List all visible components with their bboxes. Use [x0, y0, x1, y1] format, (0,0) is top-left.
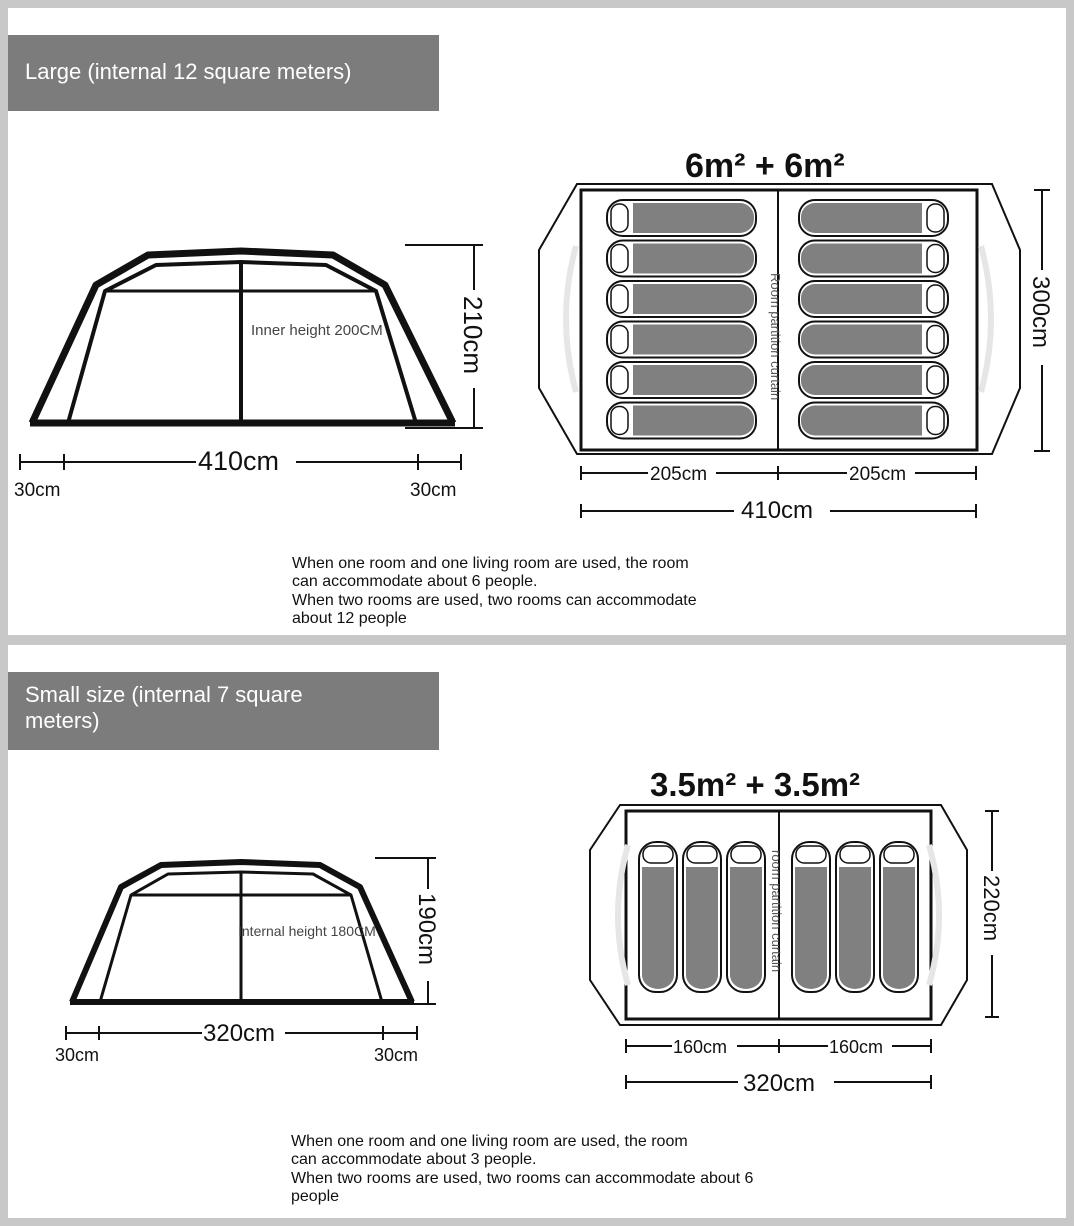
small-depth-label: 220cm [979, 875, 1004, 942]
small-partition-label: room partition curtain [769, 850, 784, 973]
sleeping-bag [799, 200, 948, 236]
large-partition-label: Room partition curtain [768, 273, 783, 401]
small-room-right-label: 160cm [829, 1037, 884, 1057]
sleeping-bag [799, 403, 948, 439]
sleeping-bag [607, 362, 756, 398]
small-margin-left-label: 30cm [55, 1045, 100, 1065]
large-outer-height-label: 210cm [458, 296, 488, 375]
large-tent-diagrams [8, 8, 1066, 635]
large-room-width-dimension [581, 466, 976, 480]
sleeping-bag [607, 281, 756, 317]
small-room-left-label: 160cm [673, 1037, 728, 1057]
sleeping-bag [607, 322, 756, 358]
large-note-line2: can accommodate about 6 people. [292, 573, 538, 590]
small-note-line3: When two rooms are used, two rooms can accommodate about 6 [291, 1170, 754, 1187]
sleeping-bag [799, 362, 948, 398]
small-side-width-label: 320cm [203, 1020, 276, 1047]
large-side-view [30, 251, 455, 423]
large-tent-title: Large (internal 12 square meters) [8, 35, 439, 111]
small-tent-panel [8, 645, 1066, 1218]
small-note-line1: When one room and one living room are used, the room [291, 1133, 688, 1150]
sleeping-bag [683, 842, 721, 992]
large-note-line4: about 12 people [292, 610, 407, 627]
small-note-line2: can accommodate about 3 people. [291, 1151, 537, 1168]
large-depth-label: 300cm [1027, 276, 1054, 349]
sleeping-bag [607, 241, 756, 277]
sleeping-bag [799, 281, 948, 317]
large-total-width-label: 410cm [741, 497, 814, 524]
large-margin-right-label: 30cm [410, 480, 457, 501]
sleeping-bag [639, 842, 677, 992]
sleeping-bag [607, 200, 756, 236]
large-tent-panel [8, 8, 1066, 635]
sleeping-bag [799, 322, 948, 358]
small-margin-right-label: 30cm [374, 1045, 419, 1065]
small-total-width-label: 320cm [743, 1070, 816, 1097]
sleeping-bag [836, 842, 874, 992]
large-note-line3: When two rooms are used, two rooms can accommodate [292, 592, 697, 609]
sleeping-bag [799, 241, 948, 277]
large-note-line1: When one room and one living room are used, the room [292, 555, 689, 572]
large-area-label: 6m² + 6m² [685, 147, 845, 185]
sleeping-bag [880, 842, 918, 992]
large-room-right-label: 205cm [849, 464, 907, 485]
sleeping-bag [607, 403, 756, 439]
small-tent-title: Small size (internal 7 square meters) [8, 672, 439, 750]
small-outer-height-label: 190cm [413, 893, 440, 966]
large-margin-left-label: 30cm [14, 480, 61, 501]
sleeping-bag [792, 842, 830, 992]
sleeping-bag [727, 842, 765, 992]
large-capacity-note [292, 555, 697, 628]
large-inner-height-label: Inner height 200CM [251, 322, 383, 339]
small-note-line4: people [291, 1188, 340, 1205]
large-side-width-label: 410cm [198, 446, 280, 476]
small-inner-height-label: Internal height 180CM [238, 923, 376, 939]
small-room-width-dimension [626, 1039, 931, 1053]
large-room-left-label: 205cm [650, 464, 708, 485]
small-area-label: 3.5m² + 3.5m² [650, 766, 861, 803]
small-capacity-note [291, 1133, 753, 1206]
